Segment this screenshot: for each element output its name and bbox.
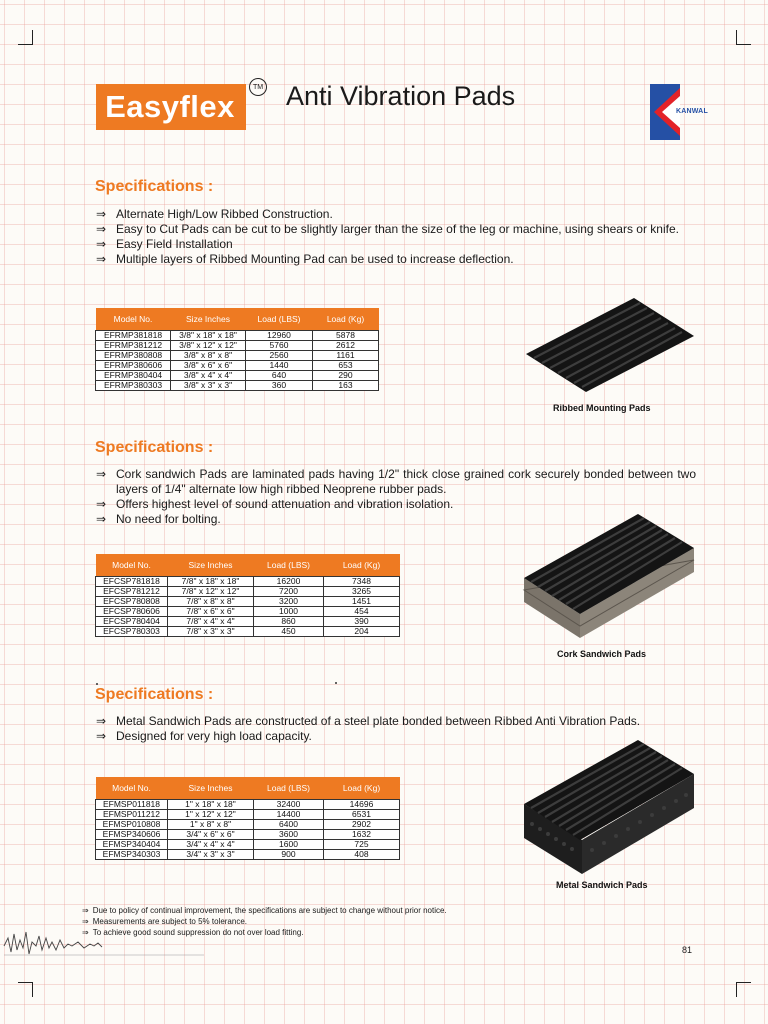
cell-size: 1" x 8" x 8" (168, 820, 254, 830)
list-item: ⇒ Easy Field Installation (96, 237, 233, 251)
cell-load-kg: 653 (313, 361, 379, 371)
footnote-item: ⇒ Due to policy of continual improvement, the specifications are subject to change without prior notice. (82, 906, 447, 915)
metal-sandwich-pad-image (520, 738, 698, 876)
table-row (96, 800, 400, 810)
easyflex-logo: Easyflex (96, 84, 244, 130)
cell-model: EFRMP380606 (96, 361, 171, 371)
cell-model: EFCSP780606 (96, 607, 168, 617)
section-heading-ribbed: Specifications : (95, 178, 214, 195)
cell-model: EFMSP340303 (96, 850, 168, 860)
cell-load-lbs: 3600 (254, 830, 324, 840)
cell-size: 3/4" x 3" x 3" (168, 850, 254, 860)
cell-size: 3/4" x 4" x 4" (168, 840, 254, 850)
arrow-icon: ⇒ (82, 928, 89, 937)
list-item: ⇒ Cork sandwich Pads are laminated pads having 1/2" thick close grained cork securely bonded between two layers of 1/4" alternate low high ribbed Neoprene rubber pads. (96, 467, 696, 496)
handwritten-signature (2, 926, 207, 962)
page-title: Anti Vibration Pads (286, 81, 516, 111)
cell-load-lbs: 14400 (254, 810, 324, 820)
cell-size: 7/8" x 18" x 18" (168, 577, 254, 587)
cell-model: EFCSP780303 (96, 627, 168, 637)
table-row (96, 850, 400, 860)
section-heading-cork: Specifications : (95, 439, 214, 456)
table-row (96, 577, 400, 587)
cell-load-lbs: 1600 (254, 840, 324, 850)
cell-load-lbs: 1000 (254, 607, 324, 617)
cell-model: EFCSP780404 (96, 617, 168, 627)
arrow-icon: ⇒ (96, 497, 107, 511)
cell-load-kg: 7348 (324, 577, 400, 587)
ribbed-mounting-pad-image (522, 296, 697, 394)
arrow-icon: ⇒ (96, 207, 107, 221)
logo-divider (244, 84, 246, 130)
header-size: Size Inches (168, 777, 254, 800)
cell-load-kg: 204 (324, 627, 400, 637)
table-header-row (96, 554, 400, 577)
cell-load-lbs: 3200 (254, 597, 324, 607)
header-size: Size Inches (171, 308, 246, 331)
cell-load-lbs: 1440 (246, 361, 313, 371)
cell-size: 7/8" x 8" x 8" (168, 597, 254, 607)
cell-size: 1" x 12" x 12" (168, 810, 254, 820)
crop-mark-top-right (736, 30, 751, 45)
cell-load-kg: 290 (313, 371, 379, 381)
arrow-icon: ⇒ (96, 467, 107, 481)
cell-load-kg: 14696 (324, 800, 400, 810)
ribbed-pad-caption: Ribbed Mounting Pads (553, 403, 651, 413)
list-item: ⇒ Designed for very high load capacity. (96, 729, 312, 743)
arrow-icon: ⇒ (96, 729, 107, 743)
cell-model: EFMSP011212 (96, 810, 168, 820)
header-load-kg: Load (Kg) (313, 308, 379, 331)
cell-size: 7/8" x 4" x 4" (168, 617, 254, 627)
cell-load-lbs: 5760 (246, 341, 313, 351)
metal-spec-table (95, 777, 400, 860)
cell-load-kg: 6531 (324, 810, 400, 820)
cell-load-kg: 408 (324, 850, 400, 860)
cell-load-lbs: 900 (254, 850, 324, 860)
cell-load-kg: 390 (324, 617, 400, 627)
cell-model: EFCSP781212 (96, 587, 168, 597)
cell-load-lbs: 6400 (254, 820, 324, 830)
cell-load-kg: 725 (324, 840, 400, 850)
cell-load-lbs: 2560 (246, 351, 313, 361)
cell-load-kg: 1632 (324, 830, 400, 840)
arrow-icon: ⇒ (82, 917, 89, 926)
table-row (96, 341, 379, 351)
cell-load-lbs: 640 (246, 371, 313, 381)
list-item: ⇒ Offers highest level of sound attenuation and vibration isolation. (96, 497, 454, 511)
footnote-item: ⇒ To achieve good sound suppression do not over load fitting. (82, 928, 304, 937)
table-row (96, 597, 400, 607)
list-item: ⇒ Alternate High/Low Ribbed Construction. (96, 207, 333, 221)
cell-size: 3/4" x 6" x 6" (168, 830, 254, 840)
header-load-lbs: Load (LBS) (254, 554, 324, 577)
header-model: Model No. (96, 777, 168, 800)
cell-model: EFMSP340606 (96, 830, 168, 840)
cell-load-lbs: 450 (254, 627, 324, 637)
section-heading-metal: Specifications : (95, 686, 214, 703)
cell-load-kg: 163 (313, 381, 379, 391)
header-model: Model No. (96, 554, 168, 577)
list-item: ⇒ Multiple layers of Ribbed Mounting Pad can be used to increase deflection. (96, 252, 514, 266)
cell-size: 3/8" x 8" x 8" (171, 351, 246, 361)
cell-size: 1" x 18" x 18" (168, 800, 254, 810)
stray-dot (335, 682, 337, 684)
cell-size: 7/8" x 12" x 12" (168, 587, 254, 597)
header-load-kg: Load (Kg) (324, 554, 400, 577)
cell-model: EFMSP340404 (96, 840, 168, 850)
cell-load-lbs: 32400 (254, 800, 324, 810)
table-row (96, 830, 400, 840)
cell-size: 3/8" x 6" x 6" (171, 361, 246, 371)
table-row (96, 840, 400, 850)
cell-size: 7/8" x 6" x 6" (168, 607, 254, 617)
ribbed-spec-table (95, 308, 379, 391)
cell-model: EFRMP380404 (96, 371, 171, 381)
cell-load-lbs: 860 (254, 617, 324, 627)
table-row (96, 607, 400, 617)
cell-model: EFRMP380808 (96, 351, 171, 361)
cell-load-lbs: 12960 (246, 331, 313, 341)
cork-sandwich-pad-image (520, 512, 698, 640)
cell-size: 3/8" x 12" x 12" (171, 341, 246, 351)
cell-load-kg: 3265 (324, 587, 400, 597)
table-header-row (96, 308, 379, 331)
table-row (96, 820, 400, 830)
arrow-icon: ⇒ (96, 237, 107, 251)
kanwal-brand-text: KANWAL (676, 108, 708, 115)
footnote-item: ⇒ Measurements are subject to 5% tolerance. (82, 917, 248, 926)
table-row (96, 331, 379, 341)
arrow-icon: ⇒ (96, 714, 107, 728)
table-row (96, 361, 379, 371)
arrow-icon: ⇒ (96, 222, 107, 236)
cell-model: EFRMP381212 (96, 341, 171, 351)
table-row (96, 627, 400, 637)
cell-load-lbs: 7200 (254, 587, 324, 597)
header-load-kg: Load (Kg) (324, 777, 400, 800)
metal-pad-caption: Metal Sandwich Pads (556, 880, 648, 890)
table-row (96, 371, 379, 381)
list-item: ⇒ Metal Sandwich Pads are constructed of a steel plate bonded between Ribbed Anti Vibration Pads. (96, 714, 641, 728)
cell-model: EFCSP780808 (96, 597, 168, 607)
page-number: 81 (682, 945, 693, 955)
arrow-icon: ⇒ (96, 252, 107, 266)
cell-size: 3/8" x 18" x 18" (171, 331, 246, 341)
cell-size: 3/8" x 3" x 3" (171, 381, 246, 391)
cell-model: EFRMP381818 (96, 331, 171, 341)
header-load-lbs: Load (LBS) (246, 308, 313, 331)
cell-load-kg: 454 (324, 607, 400, 617)
table-row (96, 587, 400, 597)
cell-size: 7/8" x 3" x 3" (168, 627, 254, 637)
cell-load-lbs: 360 (246, 381, 313, 391)
stray-dot (96, 683, 98, 685)
header-load-lbs: Load (LBS) (254, 777, 324, 800)
trademark-symbol: TM (249, 78, 267, 96)
cell-load-kg: 1161 (313, 351, 379, 361)
cell-model: EFMSP010808 (96, 820, 168, 830)
table-row (96, 351, 379, 361)
ribbed-features-list (96, 207, 696, 267)
cell-size: 3/8" x 4" x 4" (171, 371, 246, 381)
cell-model: EFMSP011818 (96, 800, 168, 810)
cell-load-kg: 2902 (324, 820, 400, 830)
cell-load-kg: 1451 (324, 597, 400, 607)
cell-model: EFCSP781818 (96, 577, 168, 587)
list-item: ⇒ No need for bolting. (96, 512, 221, 526)
header-size: Size Inches (168, 554, 254, 577)
table-row (96, 381, 379, 391)
cell-load-lbs: 16200 (254, 577, 324, 587)
list-item: ⇒ Easy to Cut Pads can be cut to be slightly larger than the size of the leg or machine, using shears or knife. (96, 222, 679, 236)
table-header-row (96, 777, 400, 800)
cell-load-kg: 5878 (313, 331, 379, 341)
cell-load-kg: 2612 (313, 341, 379, 351)
header-model: Model No. (96, 308, 171, 331)
arrow-icon: ⇒ (82, 906, 89, 915)
cell-model: EFRMP380303 (96, 381, 171, 391)
table-row (96, 810, 400, 820)
cork-spec-table (95, 554, 400, 637)
crop-mark-bottom-left (18, 982, 33, 997)
arrow-icon: ⇒ (96, 512, 107, 526)
crop-mark-bottom-right (736, 982, 751, 997)
table-row (96, 617, 400, 627)
crop-mark-top-left (18, 30, 33, 45)
cork-pad-caption: Cork Sandwich Pads (557, 649, 647, 659)
